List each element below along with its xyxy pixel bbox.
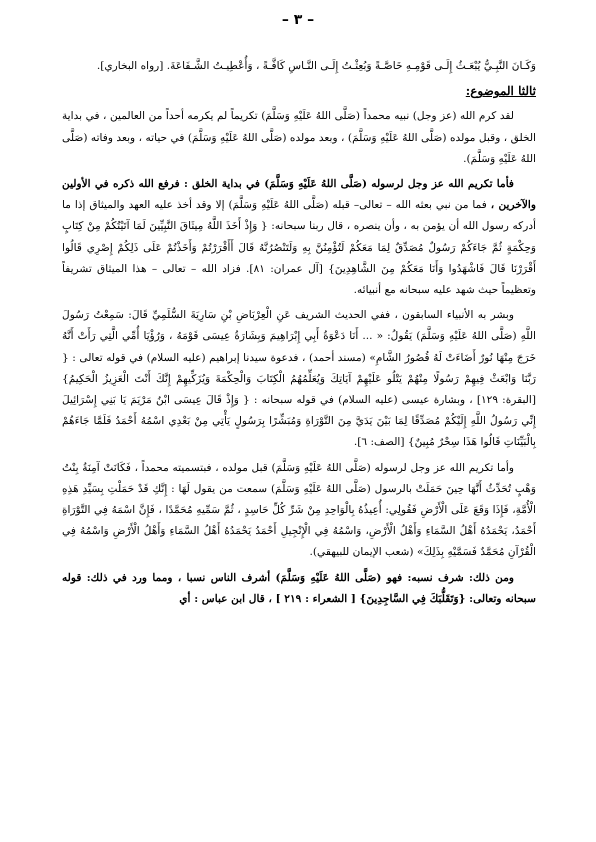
section-heading: ثالثا الموضوع: bbox=[465, 84, 536, 99]
document-body bbox=[62, 56, 536, 614]
paragraph-2-bold-lead: فأما تكريم الله عز وجل لرسوله (صَلَّى اللهُ عَلَيْهِ وَسَلَّمَ) في بداية الخلق : فرفع الله ذكره في الأولين والآخرين ، bbox=[62, 178, 536, 212]
paragraph-5: ومن ذلك: شرف نسبه: فهو (صَلَّى اللهُ عَلَيْهِ وَسَلَّمَ) أشرف الناس نسبا ، ومما ورد في ذلك: قوله سبحانه وتعالى: {وَتَقَلُّبَكَ فِي السَّاجِدِينَ} [ الشعراء : ٢١٩ ] ، قال ابن عباس : أي bbox=[62, 571, 536, 605]
paragraph-3: وبشر به الأنبياء السابقون ، ففي الحديث الشريف عَنِ الْعِرْبَاضِ بْنِ سَارِيَةَ السُّلَمِيِّ قَالَ: سَمِعْتُ رَسُولَ اللَّهِ (صَلَّى اللهُ عَلَيْهِ وَسَلَّمَ) يَقُولُ: « ... أَنَا دَعْوَةُ أَبِي إِبْرَاهِيمَ وَبِشَارَةُ عِيسَى قَوْمَهُ ، وَرُؤْيَا أُمِّي الَّتِي رَأَتْ أَنَّهُ خَرَجَ مِنْهَا نُورٌ أَضَاءَتْ لَهُ قُصُورُ الشَّامِ» (مسند أحمد) ، فدعوة سيدنا إبراهيم (عليه السلام) في قوله تعالى : { رَبَّنَا وَابْعَثْ فِيهِمْ رَسُولًا مِنْهُمْ يَتْلُو عَلَيْهِمْ آيَاتِكَ وَيُعَلِّمُهُمُ الْكِتَابَ وَالْحِكْمَةَ وَيُزَكِّيهِمْ إِنَّكَ أَنْتَ الْعَزِيزُ الْحَكِيمُ} [البقرة: ١٢٩] ، وبشارة عيسى (عليه السلام) في قوله سبحانه : { وَإِذْ قَالَ عِيسَى ابْنُ مَرْيَمَ يَا بَنِي إِسْرَائِيلَ إِنِّي رَسُولُ اللَّهِ إِلَيْكُمْ مُصَدِّقًا لِمَا بَيْنَ يَدَيَّ مِنَ التَّوْرَاةِ وَمُبَشِّرًا بِرَسُولٍ يَأْتِي مِنْ بَعْدِي اسْمُهُ أَحْمَدُ فَلَمَّا جَاءَهُمْ بِالْبَيِّنَاتِ قَالُوا هَذَا سِحْرٌ مُبِينٌ} [الصف: ٦]. bbox=[62, 309, 536, 449]
paragraph-1: لقد كرم الله (عز وجل) نبيه محمداً (صَلَّى اللهُ عَلَيْهِ وَسَلَّمَ) تكريماً لم يكرمه أحداً من العالمين ، في بداية الخلق ، وقبل مولده (صَلَّى اللهُ عَلَيْهِ وَسَلَّمَ) ، وبعد مولده (صَلَّى اللهُ عَلَيْهِ وَسَلَّمَ) في حياته ، وبعد وفاته (صَلَّى اللهُ عَلَيْهِ وَسَلَّمَ). bbox=[62, 110, 536, 165]
page-number: – ٣ – bbox=[281, 12, 315, 28]
paragraph-2-text: فما من نبي بعثه الله – تعالى– قبله (صَلَّى اللهُ عَلَيْهِ وَسَلَّمَ) إلا وقد أخذ عليه العهد والميثاق إذا ما أدركه رسول الله أن يؤمن به ، وأن ينصره ، قال ربنا سبحانه: { وَإِذْ أَخَذَ اللَّهُ مِيثَاقَ النَّبِيِّينَ لَمَا آتَيْتُكُمْ مِنْ كِتَابٍ وَحِكْمَةٍ ثُمَّ جَاءَكُمْ رَسُولٌ مُصَدِّقٌ لِمَا مَعَكُمْ لَتُؤْمِنُنَّ بِهِ وَلَتَنْصُرُنَّهُ قَالَ أَأَقْرَرْتُمْ وَأَخَذْتُمْ عَلَى ذَلِكُمْ إِصْرِي قَالُوا أَقْرَرْنَا قَالَ فَاشْهَدُوا وَأَنَا مَعَكُمْ مِنَ الشَّاهِدِينَ} [آل عمران: ٨١]. فزاد الله – تعالى – هذا الميثاق تشريفاً وتعظيماً حيث شهد عليه سبحانه مع أنبيائه. bbox=[62, 199, 536, 297]
paragraph-2 bbox=[62, 174, 536, 301]
hadith-continuation: وَكَـانَ النَّبِـيُّ يُبْعَـثُ إِلَـى قَوْمِـهِ خَاصَّـةً وَبُعِثْـتُ إِلَـى النَّـاسِ كَافَّـةً ، وَأُعْطِيـتُ الشَّـفَاعَةَ. [رواه البخاري]. bbox=[96, 60, 536, 72]
paragraph-4: وأما تكريم الله عز وجل لرسوله (صَلَّى اللهُ عَلَيْهِ وَسَلَّمَ) قبل مولده ، فبتسميته محمداً ، فَكَانَتْ آمِنَةُ بِنْتُ وَهْبٍ تُحَدِّثُ أَنَّهَا حِينَ حَمَلَتْ بالرسول (صَلَّى اللهُ عَلَيْهِ وَسَلَّمَ) سمعت من يقول لَهَا : إِنَّكِ قَدْ حَمَلْتِ بِسَيِّدِ هَذِهِ الْأُمَّةِ، فَإِذَا وَقَعَ عَلَى الْأَرْضِ فَقُولِي: أُعِيذُهُ بِالْوَاحِدِ مِنْ شَرِّ كُلِّ حَاسِدٍ ، ثُمَّ سَمِّيهِ مُحَمَّدًا ، فَإِنَّ اسْمَهُ فِي التَّوْرَاةِ أَحْمَدُ، يَحْمَدُهُ أَهْلُ السَّمَاءِ وَأَهْلُ الْأَرْضِ، وَاسْمُهُ فِي الْإِنْجِيلِ أَحْمَدُ يَحْمَدُهُ أَهْلُ السَّمَاءِ وَأَهْلُ الْأَرْضِ وَاسْمُهُ فِي الْقُرْآنِ مُحَمَّدٌ فَسَمَّيْهِ بِذَلِكَ» (شعب الإيمان للبيهقي). bbox=[62, 461, 536, 559]
